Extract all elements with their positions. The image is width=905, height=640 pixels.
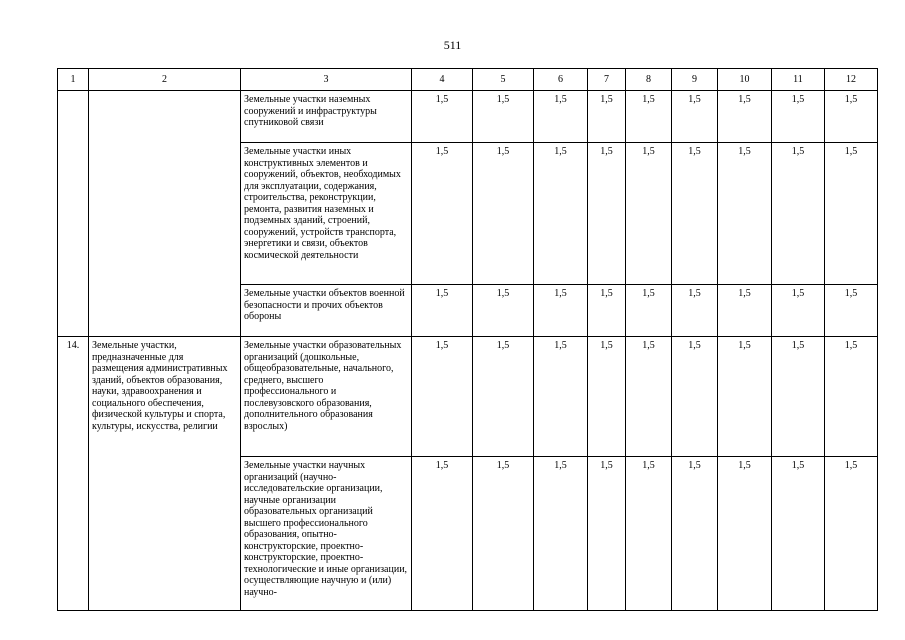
value-cell: 1,5 — [772, 285, 825, 337]
subcategory-cell: Земельные участки объектов военной безопасности и прочих объектов обороны — [241, 285, 412, 337]
value-cell: 1,5 — [825, 285, 878, 337]
value-cell: 1,5 — [626, 285, 672, 337]
table-row — [58, 91, 878, 143]
column-header-9: 9 — [672, 69, 718, 91]
page-number: 511 — [443, 38, 462, 52]
subcategory-cell: Земельные участки наземных сооружений и инфраструктуры спутниковой связи — [241, 91, 412, 143]
value-cell: 1,5 — [473, 143, 534, 285]
category-cell: Земельные участки, предназначенные для размещения административных зданий, объектов образования, науки, здравоохранения и социального обеспечения, физической культуры и спорта, культуры, искусства, религии — [89, 337, 241, 611]
column-header-3: 3 — [241, 69, 412, 91]
value-cell: 1,5 — [473, 285, 534, 337]
table-body — [58, 91, 878, 611]
value-cell: 1,5 — [772, 457, 825, 611]
column-header-11: 11 — [772, 69, 825, 91]
value-cell: 1,5 — [672, 285, 718, 337]
value-cell: 1,5 — [588, 143, 626, 285]
column-header-10: 10 — [718, 69, 772, 91]
column-header-6: 6 — [534, 69, 588, 91]
value-cell: 1,5 — [588, 285, 626, 337]
value-cell: 1,5 — [825, 91, 878, 143]
value-cell: 1,5 — [534, 91, 588, 143]
value-cell: 1,5 — [772, 91, 825, 143]
value-cell: 1,5 — [718, 285, 772, 337]
value-cell: 1,5 — [412, 457, 473, 611]
rates-table — [57, 68, 878, 611]
column-header-7: 7 — [588, 69, 626, 91]
value-cell: 1,5 — [825, 143, 878, 285]
value-cell: 1,5 — [825, 337, 878, 457]
value-cell: 1,5 — [718, 457, 772, 611]
value-cell: 1,5 — [672, 143, 718, 285]
value-cell: 1,5 — [588, 91, 626, 143]
value-cell: 1,5 — [588, 337, 626, 457]
category-cell — [89, 91, 241, 337]
header-row — [58, 69, 878, 91]
row-number-cell — [58, 91, 89, 337]
value-cell: 1,5 — [534, 285, 588, 337]
column-header-5: 5 — [473, 69, 534, 91]
table-row — [58, 337, 878, 457]
value-cell: 1,5 — [534, 143, 588, 285]
value-cell: 1,5 — [626, 337, 672, 457]
value-cell: 1,5 — [672, 457, 718, 611]
value-cell: 1,5 — [412, 285, 473, 337]
value-cell: 1,5 — [588, 457, 626, 611]
value-cell: 1,5 — [718, 143, 772, 285]
column-header-2: 2 — [89, 69, 241, 91]
column-header-8: 8 — [626, 69, 672, 91]
value-cell: 1,5 — [534, 457, 588, 611]
value-cell: 1,5 — [626, 457, 672, 611]
row-number-cell: 14. — [58, 337, 89, 611]
value-cell: 1,5 — [672, 337, 718, 457]
value-cell: 1,5 — [626, 91, 672, 143]
subcategory-cell: Земельные участки иных конструктивных элементов и сооружений, объектов, необходимых для эксплуатации, содержания, строительства, реконструкции, ремонта, развития наземных и подземных зданий, строений, сооружений, устройств транспорта, энергетики и связи, объектов космической деятельности — [241, 143, 412, 285]
value-cell: 1,5 — [473, 457, 534, 611]
value-cell: 1,5 — [412, 337, 473, 457]
subcategory-cell: Земельные участки научных организаций (научно-исследовательские организации, научные организации образовательных организаций высшего профессионального образования, опытно-конструкторские, проектно-конструкторские, проектно-технологические и иные организации, осуществляющие научную и (или) научно- — [241, 457, 412, 611]
column-header-1: 1 — [58, 69, 89, 91]
value-cell: 1,5 — [412, 91, 473, 143]
value-cell: 1,5 — [412, 143, 473, 285]
value-cell: 1,5 — [473, 337, 534, 457]
value-cell: 1,5 — [534, 337, 588, 457]
column-header-4: 4 — [412, 69, 473, 91]
subcategory-cell: Земельные участки образовательных организаций (дошкольные, общеобразовательные, начального, среднего, высшего профессионального и послевузовского образования, дополнительного образования взрослых) — [241, 337, 412, 457]
value-cell: 1,5 — [825, 457, 878, 611]
value-cell: 1,5 — [718, 91, 772, 143]
value-cell: 1,5 — [772, 143, 825, 285]
value-cell: 1,5 — [672, 91, 718, 143]
value-cell: 1,5 — [772, 337, 825, 457]
value-cell: 1,5 — [626, 143, 672, 285]
value-cell: 1,5 — [473, 91, 534, 143]
value-cell: 1,5 — [718, 337, 772, 457]
column-header-12: 12 — [825, 69, 878, 91]
